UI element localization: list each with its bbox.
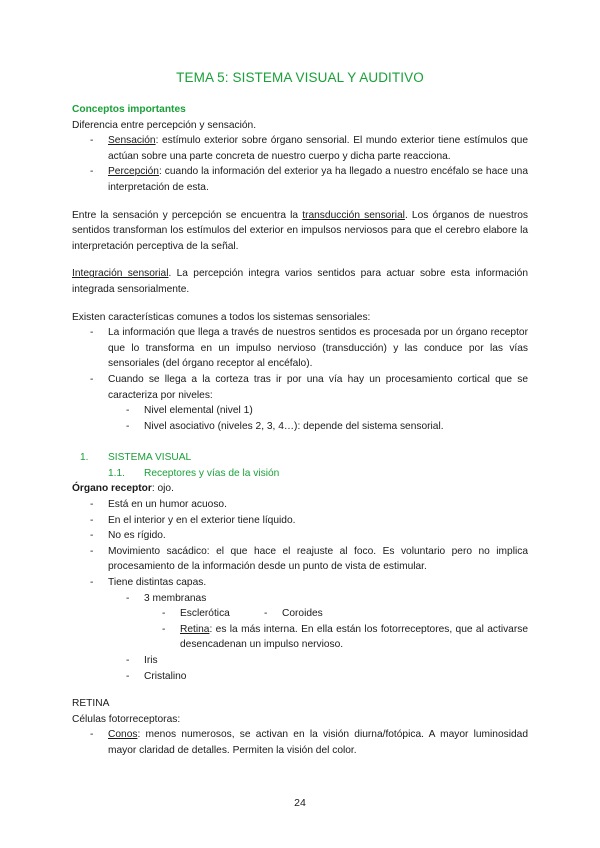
conceptos-list	[72, 133, 528, 195]
organo-line	[72, 481, 528, 497]
list-item: - Iris	[72, 653, 528, 669]
definition-text: : cuando la información del exterior ya ha llegado a nuestro encéfalo se hace una interpretación de esta.	[108, 166, 528, 193]
retina-sublist	[72, 622, 528, 653]
retina-intro: Células fotorreceptoras:	[72, 713, 181, 725]
list-item: - En el interior y en el exterior tiene líquido.	[72, 513, 528, 529]
term-percepcion: Percepción	[108, 166, 159, 178]
list-item: - La información que llega a través de nuestros sentidos es procesada por un órgano receptor que lo transforma en un impulso nervioso (transducción) y las conduce por las vías sensoriales (del órgano receptor al encéfalo).	[72, 325, 528, 372]
term-integracion: Integración sensorial	[72, 268, 169, 280]
caracteristicas-intro: Existen características comunes a todos los sistemas sensoriales:	[72, 311, 371, 323]
fotorreceptores-list	[72, 727, 528, 758]
list-item: - Nivel asociativo (niveles 2, 3, 4…): depende del sistema sensorial.	[72, 419, 528, 435]
list-item	[72, 622, 528, 653]
term-sensacion: Sensación	[108, 135, 156, 147]
list-item	[72, 133, 528, 164]
definition-text: : estímulo exterior sobre órgano sensorial. El mundo exterior tiene estímulos que actúan sobre una parte concreta de nuestro cuerpo y dicha parte reacciona.	[108, 135, 528, 162]
list-item: - Cuando se llega a la corteza tras ir por una vía hay un procesamiento cortical que se caracteriza por niveles:	[72, 372, 528, 403]
ojo-list	[72, 497, 528, 591]
list-item: - Tiene distintas capas.	[72, 575, 528, 591]
definition-text: : es la más interna. En ella están los fotorreceptores, que al activarse desencadenan un impulso nervioso.	[180, 623, 528, 651]
section-heading	[72, 450, 528, 466]
term-transduccion: transducción sensorial	[302, 209, 405, 221]
transduccion-paragraph	[72, 208, 528, 255]
list-item: - Nivel elemental (nivel 1)	[72, 403, 528, 419]
definition-text: : menos numerosos, se activan en la visión diurna/fotópica. A mayor luminosidad mayor claridad de detalles. Permiten la visión del color.	[108, 729, 528, 756]
conceptos-intro: Diferencia entre percepción y sensación.	[72, 119, 257, 131]
list-item: - Movimiento sacádico: el que hace el reajuste al foco. Es voluntario pero no implica procesamiento de la información desde un punto de vista de estimular.	[72, 544, 528, 575]
membrana-coroides: - Coroides	[264, 606, 366, 622]
list-item	[72, 164, 528, 195]
caracteristicas-list	[72, 325, 528, 403]
list-item: - No es rígido.	[72, 528, 528, 544]
term-conos: Conos	[108, 729, 138, 741]
subsection-title: Receptores y vías de la visión	[144, 467, 280, 479]
capas-list	[72, 591, 528, 607]
organo-text: : ojo.	[151, 483, 174, 495]
section-title: SISTEMA VISUAL	[108, 452, 192, 464]
membranas-row	[72, 606, 528, 622]
organo-label: Órgano receptor	[72, 483, 152, 495]
section-number: 1.	[80, 452, 89, 464]
list-item	[72, 727, 528, 758]
paragraph-text: Entre la sensación y percepción se encuentra la	[72, 209, 303, 221]
list-item: - Cristalino	[72, 669, 528, 685]
paragraph-text: . Los órganos de nuestros sentidos transforman los estímulos del exterior en impulsos nerviosos para que el cerebro elabore la interpretación perceptiva de la señal.	[72, 209, 528, 252]
niveles-list	[72, 403, 528, 434]
capas-list-2	[72, 653, 528, 684]
list-item: - 3 membranas	[72, 591, 528, 607]
retina-heading: RETINA	[72, 698, 110, 710]
term-retina: Retina	[180, 623, 210, 635]
subsection-heading	[72, 466, 528, 482]
subsection-number: 1.1.	[108, 467, 125, 479]
membrana-esclerotica: - Esclerótica	[162, 606, 264, 622]
page-number: 24	[294, 797, 306, 809]
paragraph-text: . La percepción integra varios sentidos para actuar sobre esta información integrada sensorialmente.	[72, 268, 528, 295]
conceptos-heading: Conceptos importantes	[72, 104, 186, 115]
integracion-paragraph	[72, 266, 528, 297]
page-title: TEMA 5: SISTEMA VISUAL Y AUDITIVO	[176, 70, 424, 85]
list-item: - Está en un humor acuoso.	[72, 497, 528, 513]
